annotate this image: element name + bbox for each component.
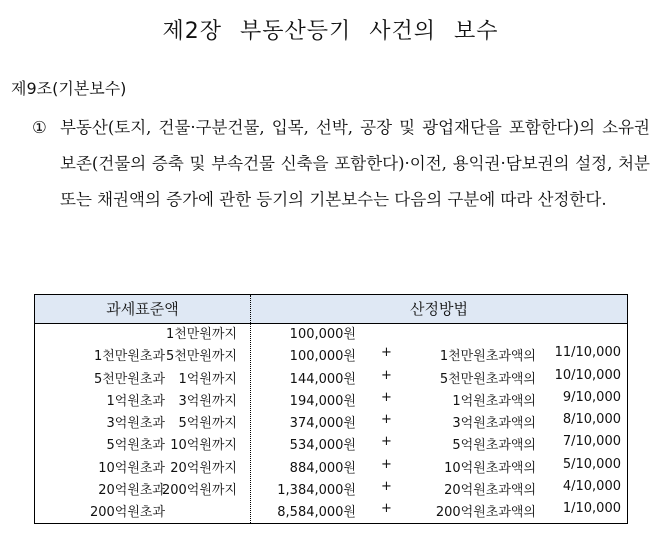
cell-from: 200억원초과	[89, 505, 165, 521]
table-row	[35, 475, 627, 497]
cell-base-fee: 194,000원	[289, 393, 356, 409]
cell-excess: 5억원초과액의	[452, 438, 536, 454]
cell-rate: 10/10,000	[554, 367, 621, 383]
cell-plus: +	[381, 367, 392, 383]
cell-to: 1억원까지	[178, 371, 237, 387]
cell-rate: 7/10,000	[562, 434, 621, 450]
cell-plus: +	[381, 434, 392, 450]
cell-excess: 3억원초과액의	[452, 416, 536, 432]
table-row	[35, 364, 627, 386]
table-row	[35, 319, 627, 341]
cell-base-fee: 8,584,000원	[277, 505, 356, 521]
cell-from: 1천만원초과	[93, 349, 165, 365]
cell-rate: 5/10,000	[562, 456, 621, 472]
table-row	[35, 408, 627, 430]
article-paragraph	[34, 110, 650, 218]
cell-base-fee: 374,000원	[289, 416, 356, 432]
cell-excess: 1천만원초과액의	[439, 349, 536, 365]
cell-plus: +	[381, 345, 392, 361]
cell-plus: +	[381, 456, 392, 472]
cell-rate: 9/10,000	[562, 389, 621, 405]
cell-to: 20억원까지	[170, 460, 237, 476]
table-row	[35, 341, 627, 363]
cell-to: 5억원까지	[178, 416, 237, 432]
cell-to: 200억원까지	[161, 483, 237, 499]
chapter-title: 제2장 부동산등기 사건의 보수	[162, 19, 499, 44]
cell-plus: +	[381, 389, 392, 405]
cell-rate: 4/10,000	[562, 479, 621, 495]
article-title: 제9조(기본보수)	[11, 79, 127, 98]
cell-from: 10억원초과	[98, 460, 165, 476]
cell-excess: 10억원초과액의	[444, 460, 536, 476]
fee-table	[34, 294, 628, 524]
table-row	[35, 386, 627, 408]
cell-to: 3억원까지	[178, 393, 237, 409]
cell-plus: +	[381, 412, 392, 428]
cell-excess: 20억원초과액의	[444, 483, 536, 499]
cell-plus: +	[381, 501, 392, 517]
cell-from: 1억원초과	[106, 393, 165, 409]
cell-excess: 5천만원초과액의	[439, 371, 536, 387]
cell-plus: +	[381, 479, 392, 495]
cell-base-fee: 144,000원	[289, 371, 356, 387]
cell-to: 1천만원까지	[165, 327, 237, 342]
header-calculation: 산정방법	[410, 300, 468, 318]
cell-to: 10억원까지	[170, 438, 237, 454]
cell-from: 5억원초과	[106, 438, 165, 454]
cell-base-fee: 100,000원	[289, 349, 356, 365]
paragraph-text: 부동산(토지, 건물·구분건물, 입목, 선박, 공장 및 광업재단을 포함한다)의 소유권 보존(건물의 증축 및 부속건물 신축을 포함한다)·이전, 용익권·담보권의 설정, 처분 또는 채권액의 증가에 관한 등기의 기본보수는 다음의 구분에 따라 산정한다.	[60, 118, 650, 209]
header-tax-base: 과세표준액	[106, 300, 179, 318]
cell-rate: 8/10,000	[562, 412, 621, 428]
cell-base-fee: 1,384,000원	[277, 483, 356, 499]
cell-rate: 11/10,000	[554, 345, 621, 361]
cell-excess: 200억원초과액의	[435, 505, 536, 521]
table-body	[35, 319, 627, 520]
table-row	[35, 430, 627, 452]
table-row	[35, 453, 627, 475]
cell-from: 3억원초과	[106, 416, 165, 432]
paragraph-number: ①	[32, 118, 47, 137]
cell-rate: 1/10,000	[562, 501, 621, 517]
cell-base-fee: 534,000원	[289, 438, 356, 454]
cell-from: 20억원초과	[98, 483, 165, 499]
table-row	[35, 497, 627, 519]
cell-base-fee: 884,000원	[289, 460, 356, 476]
cell-from: 5천만원초과	[93, 371, 165, 387]
cell-excess: 1억원초과액의	[452, 393, 536, 409]
cell-to: 5천만원까지	[165, 349, 237, 365]
cell-base-fee: 100,000원	[289, 327, 356, 342]
